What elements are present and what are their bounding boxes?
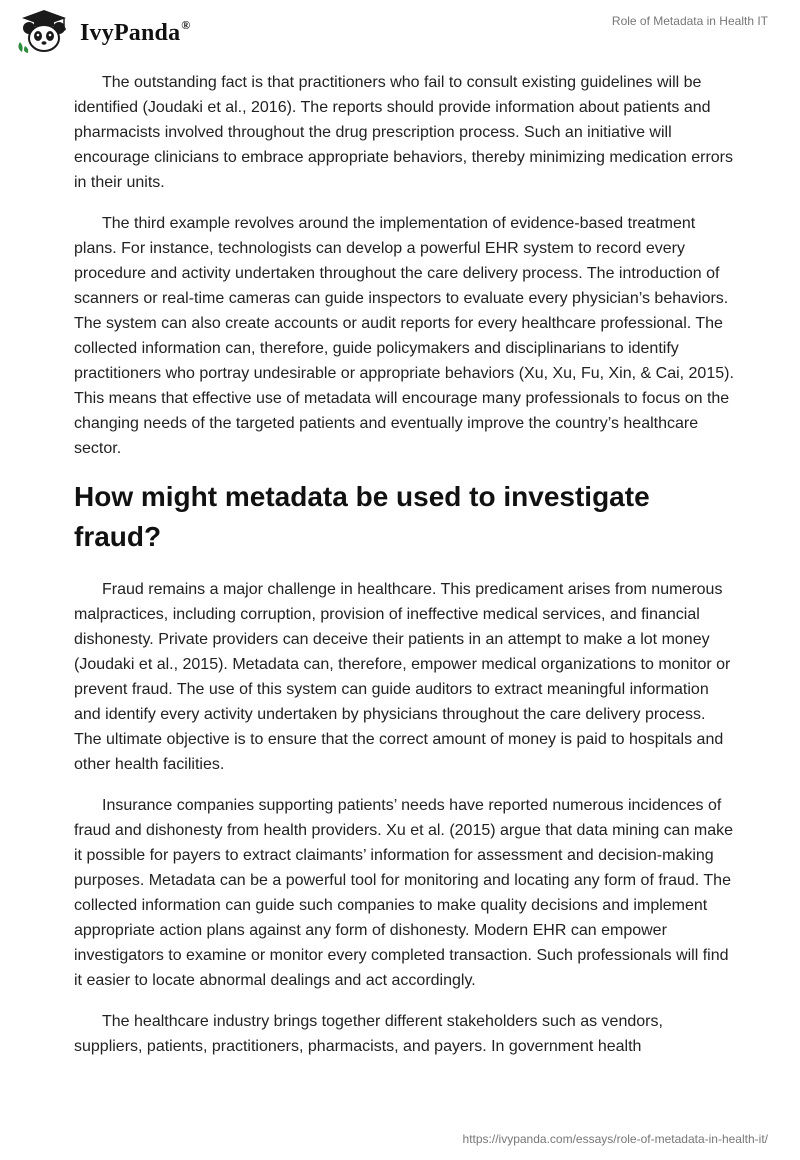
paragraph-1: The outstanding fact is that practitioners who fail to consult existing guidelines will be identified (Joudaki et al., 2016). The reports should provide information about patients and pharmacists involved throughout the drug prescription process. Such an initiative will encourage clinicians to embrace appropriate behaviors, thereby minimizing medication errors in their units. bbox=[74, 74, 733, 191]
source-url[interactable]: https://ivypanda.com/essays/role-of-metadata-in-health-it/ bbox=[462, 1132, 768, 1146]
section-heading: How might metadata be used to investigate fraud? bbox=[74, 481, 650, 552]
page-header bbox=[0, 0, 800, 60]
ivypanda-logo-icon[interactable] bbox=[14, 8, 74, 54]
paragraph-5: The healthcare industry brings together different stakeholders such as vendors, suppliers, patients, practitioners, pharmacists, and payers. In government health bbox=[74, 1013, 663, 1055]
document-title: Role of Metadata in Health IT bbox=[611, 14, 768, 28]
registered-mark: ® bbox=[181, 18, 191, 32]
brand-name[interactable]: IvyPanda® bbox=[80, 18, 191, 46]
paragraph-3: Fraud remains a major challenge in healthcare. This predicament arises from numerous malpractices, including corruption, provision of ineffective medical services, and financial dishonesty. Private providers can deceive their patients in an attempt to make a lot money (Joudaki et al., 2015). Metadata can, therefore, empower medical organizations to monitor or prevent fraud. The use of this system can guide auditors to extract meaningful information and identify every activity undertaken by physicians throughout the care delivery process. The ultimate objective is to ensure that the correct amount of money is paid to hospitals and other health facilities. bbox=[74, 581, 731, 773]
paragraph-2: The third example revolves around the implementation of evidence-based treatment plans. For instance, technologists can develop a powerful EHR system to record every procedure and activity undertaken throughout the care delivery process. The introduction of scanners or real-time cameras can guide inspectors to evaluate every physician’s behaviors. The system can also create accounts or audit reports for every healthcare professional. The collected information can, therefore, guide policymakers and disciplinarians to identify practitioners who portray undesirable or appropriate behaviors (Xu, Xu, Fu, Xin, & Cai, 2015). This means that effective use of metadata will encourage many professionals to focus on the changing needs of the targeted patients and eventually improve the country’s healthcare sector. bbox=[74, 215, 734, 457]
paragraph-4: Insurance companies supporting patients’ needs have reported numerous incidences of fraud and dishonesty from health providers. Xu et al. (2015) argue that data mining can make it possible for payers to extract claimants’ information for assessment and decision-making purposes. Metadata can be a powerful tool for monitoring and locating any form of fraud. The collected information can guide such companies to make quality decisions and implement appropriate action plans against any form of dishonesty. Modern EHR can empower investigators to examine or monitor every completed transaction. Such professionals will find it easier to locate abnormal dealings and act accordingly. bbox=[74, 797, 734, 989]
essay-body bbox=[74, 70, 734, 1075]
